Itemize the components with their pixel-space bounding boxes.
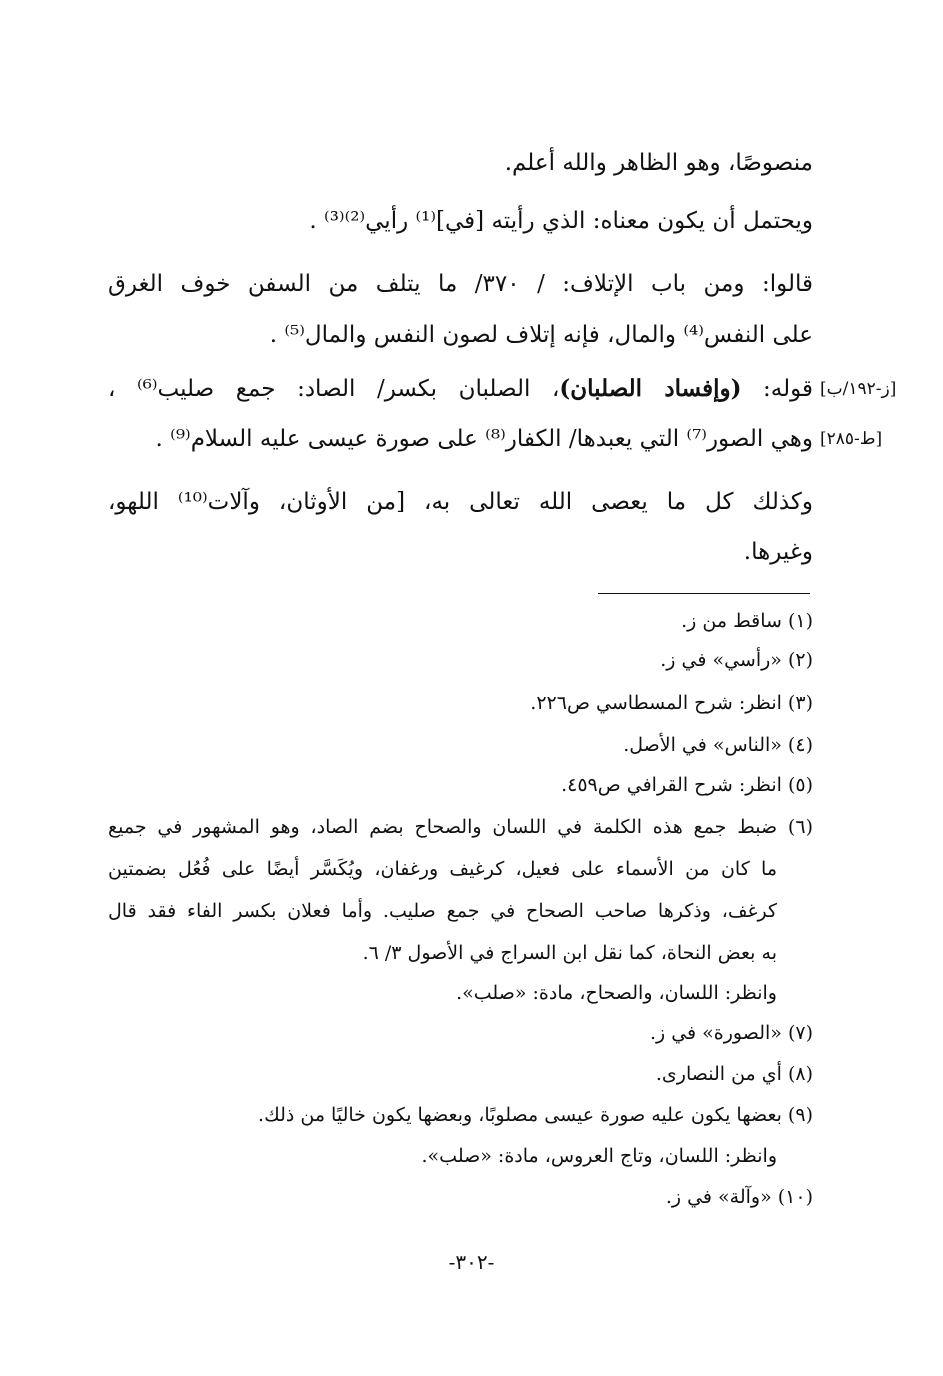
body-line-3: قالوا: ومن باب الإتلاف: / ٣٧٠/ ما يتلف من السفن خوف الغرق [108, 271, 813, 297]
footnote-6-line-4: به بعض النحاة، كما نقل ابن السراج في الأصول ٣/ ٦. [362, 942, 777, 964]
footnote-separator [598, 593, 810, 594]
footnote-7: (٧) «الصورة» في ز. [649, 1022, 813, 1044]
footnote-6-line-2: ما كان من الأسماء على فعيل، كرغيف ورغفان، ويُكَسَّر أيضًا على فُعُل بضمتين [108, 858, 777, 880]
margin-ref-2: [ط-٢٨٥] [820, 429, 883, 449]
body-line-6: وهي الصور⁽⁷⁾ التي يعبدها/ الكفار⁽⁸⁾ على صورة عيسى عليه السلام⁽⁹⁾ . [155, 426, 813, 452]
body-line-5 [108, 374, 813, 404]
margin-ref-1: [ز-١٩٢/ب] [820, 379, 897, 399]
footnote-6-line-1: (٦) ضبط جمع هذه الكلمة في اللسان والصحاح بضم الصاد، وهو المشهور في جميع [108, 816, 813, 838]
footnote-2: (٢) «رأسي» في ز. [660, 649, 813, 671]
quoted-phrase: (وإفساد الصلبان) [559, 375, 742, 402]
footnote-5: (٥) انظر: شرح القرافي ص٤٥٩. [561, 774, 813, 796]
quote-intro: قوله: [741, 376, 813, 402]
footnote-6-line-5: وانظر: اللسان، والصحاح، مادة: «صلب». [456, 982, 777, 1004]
body-line-7: وكذلك كل ما يعصى الله تعالى به، [من الأوثان، وآلات⁽¹⁰⁾ اللهو، [108, 489, 813, 515]
body-line-2: ويحتمل أن يكون معناه: الذي رأيته [في]⁽¹⁾ رأيي⁽²⁾⁽³⁾ . [309, 208, 813, 234]
body-line-8: وغيرها. [743, 539, 813, 565]
footnote-4: (٤) «الناس» في الأصل. [623, 734, 813, 756]
body-line-4: على النفس⁽⁴⁾ والمال، فإنه إتلاف لصون النفس والمال⁽⁵⁾ . [269, 322, 813, 348]
footnote-3: (٣) انظر: شرح المسطاسي ص٢٢٦. [530, 692, 813, 714]
body-line-1: منصوصًا، وهو الظاهر والله أعلم. [504, 150, 813, 176]
page-number: -٣٠٢- [448, 1250, 495, 1274]
footnote-8: (٨) أي من النصارى. [655, 1063, 813, 1085]
footnote-10: (١٠) «وآلة» في ز. [665, 1186, 813, 1208]
footnote-6-line-3: كرغف، وذكرها صاحب الصحاح في جمع صليب. وأما فعلان بكسر الفاء فقد قال [108, 900, 777, 922]
footnote-1: (١) ساقط من ز. [681, 610, 813, 632]
footnote-9-line-1: (٩) بعضها يكون عليه صورة عيسى مصلوبًا، وبعضها يكون خاليًا من ذلك. [258, 1104, 813, 1126]
quote-explanation: ، الصلبان بكسر/ الصاد: جمع صليب⁽⁶⁾ ، [108, 376, 560, 402]
footnote-9-line-2: وانظر: اللسان، وتاج العروس، مادة: «صلب». [421, 1145, 777, 1167]
